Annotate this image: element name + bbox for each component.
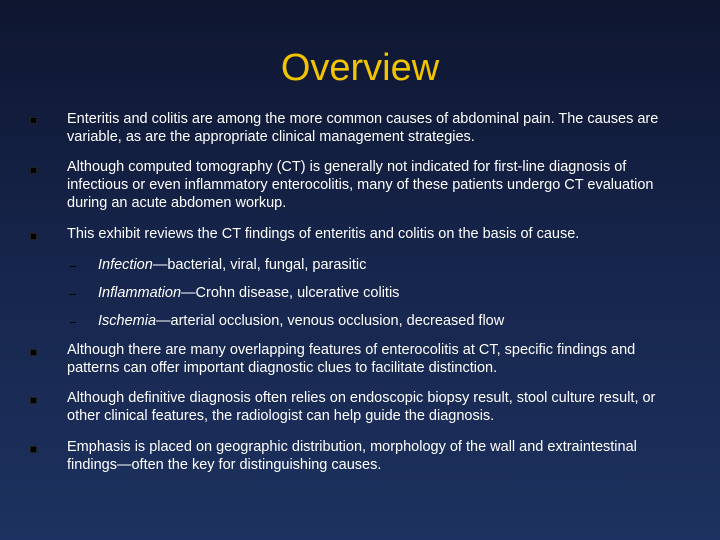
sub-bullet-text: —arterial occlusion, venous occlusion, decreased flow (156, 313, 505, 329)
sub-bullet-item (98, 312, 688, 330)
sub-bullet-marker (70, 322, 76, 323)
bullet-marker (30, 233, 37, 240)
sub-bullet-marker (70, 294, 76, 295)
bullet-marker (30, 117, 37, 124)
sub-bullet-text: —Crohn disease, ulcerative colitis (181, 285, 400, 301)
sub-bullet-term: Ischemia (98, 313, 157, 329)
sub-bullet-marker (70, 266, 76, 267)
bullet-item: Emphasis is placed on geographic distribution, morphology of the wall and extraintestinal findings—often the key for distinguishing causes. (67, 439, 637, 473)
bullet-marker (30, 167, 37, 174)
sub-bullet-term: Inflammation (98, 285, 182, 301)
bullet-item: Enteritis and colitis are among the more common causes of abdominal pain. The causes are variable, as are the appropriate clinical management strategies. (67, 111, 659, 145)
bullet-item: Although there are many overlapping features of enterocolitis at CT, specific findings and patterns can offer important diagnostic clues to facilitate distinction. (67, 342, 636, 376)
sub-bullet-item (98, 256, 688, 274)
slide-title: Overview (280, 47, 440, 89)
bullet-item: This exhibit reviews the CT findings of enteritis and colitis on the basis of cause. (67, 226, 580, 242)
bullet-marker (30, 446, 37, 453)
bullet-item: Although definitive diagnosis often relies on endoscopic biopsy result, stool culture result, or other clinical features, the radiologist can help guide the diagnosis. (67, 390, 656, 424)
bullet-marker (30, 349, 37, 356)
bullet-marker (30, 397, 37, 404)
sub-bullet-term: Infection (98, 257, 153, 273)
bullet-item: Although computed tomography (CT) is generally not indicated for first-line diagnosis of infectious or even inflammatory enterocolitis, many of these patients undergo CT evaluation during an acute abdomen workup. (67, 159, 654, 211)
sub-bullet-item (98, 284, 688, 302)
sub-bullet-text: —bacterial, viral, fungal, parasitic (152, 257, 367, 273)
